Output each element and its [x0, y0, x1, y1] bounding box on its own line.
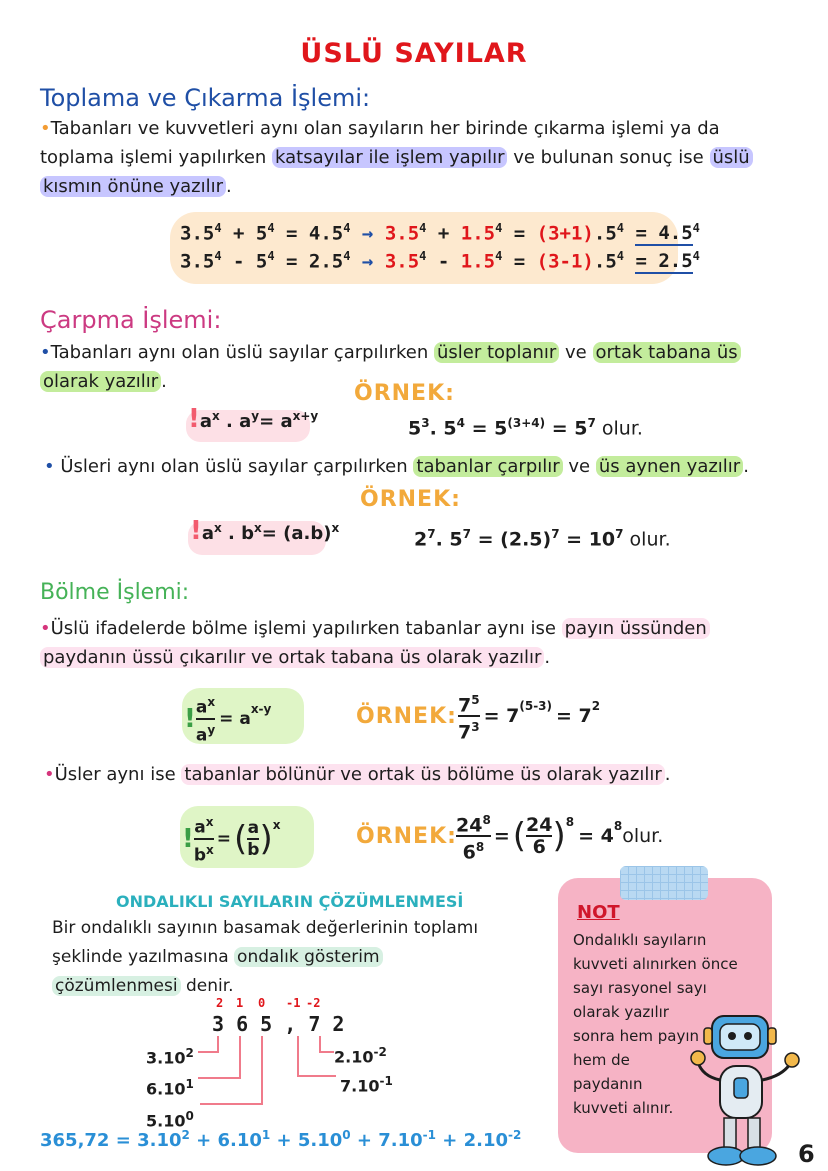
note-body: Ondalıklı sayıların kuvveti alınırken önce sayı rasyonel sayı olarak yazılır sonra hem payın hem de paydanın kuvveti alınır.	[573, 931, 738, 1117]
example-label: ÖRNEK:	[356, 704, 457, 729]
decimal-paragraph: Bir ondalıklı sayının basamak değerlerinin toplamı şeklinde yazılmasına ondalık gösterim çözümlenmesi denir.	[52, 918, 479, 996]
bullet-icon: •	[44, 456, 55, 477]
exclamation-icon: !	[182, 823, 194, 854]
bullet-icon: •	[40, 618, 51, 639]
arrow-right-icon: →	[361, 250, 374, 273]
right-terms: $2.10^{-2}$ $7.10^{-1}$	[334, 1045, 393, 1096]
exclamation-icon: !	[190, 516, 202, 546]
example-division-same-base: $\frac{7^5}{7^3}$ = 7 $^{(5-3)}$ = 7 $^2$	[458, 693, 601, 744]
left-terms: 3.10$^2$ 6.10$^1$ 5.10$^0$	[146, 1046, 194, 1130]
page-number: 6	[798, 1140, 815, 1168]
arrow-right-icon: →	[361, 222, 374, 245]
example-division-same-exp: $\frac{24^8}{6^8}$ = ( $\frac{24}{6}$ ) $^8$ = 4 $^8$ olur.	[456, 813, 664, 864]
addition-paragraph: •Tabanları ve kuvvetleri aynı olan sayıların her birinde çıkarma işlemi ya da toplama işlemi yapılırken katsayılar ile işlem yapılır ve bulunan sonuç ise üslü kısmın önüne yazılır .	[40, 114, 800, 201]
bullet-icon: •	[44, 764, 55, 785]
rule-division-same-base: ! $\frac{a^x}{a^y}$ = a $^{x-y}$	[184, 695, 272, 746]
rule-product-same-base: $!a^x$ . $a^y= a^{x+y}$	[188, 404, 319, 434]
note-title: NOT	[577, 902, 620, 923]
page-title: ÜSLÜ SAYILAR	[300, 38, 528, 69]
tape-decoration	[620, 866, 708, 900]
division-paragraph-1: •Üslü ifadelerde bölme işlemi yapılırken tabanlar aynı ise payın üssünden paydanın üssü çıkarılır ve ortak tabana üs olarak yazılır .	[40, 614, 800, 672]
rule-product-same-exp: $!a^x$ . $b^x= (a.b)^x$	[190, 516, 340, 546]
robot-icon	[690, 1010, 810, 1168]
example-product-same-base: $5^3$. $5^4 = 5^{(3+4)} = 5^7$ olur.	[408, 416, 643, 440]
section-heading-decimal: ONDALIKLI SAYILARIN ÇÖZÜMLENMESİ	[116, 892, 464, 911]
multiplication-paragraph-1: •Tabanları aynı olan üslü sayılar çarpılırken üsler toplanır ve ortak tabana üs olarak yazılır .	[40, 338, 810, 396]
rule-division-same-exp: ! $\frac{a^x}{b^x}$ = ( $\frac{a}{b}$ ) $^x$	[182, 815, 281, 866]
highlight-coefficient: katsayılar ile işlem yapılır	[272, 147, 507, 168]
bullet-icon: •	[40, 118, 51, 139]
multiplication-paragraph-2: • Üsleri aynı olan üslü sayılar çarpılırken tabanlar çarpılır ve üs aynen yazılır .	[44, 456, 749, 477]
subtraction-formula-row: $3.5^4 - 5^4 = 2.5^4 \to 3.5^4 - 1.5^4 = (3-1).5^4 = 2.5^4$	[180, 249, 700, 273]
addition-formula-row: $3.5^4 + 5^4 = 4.5^4 \to 3.5^4 + 1.5^4 = (3+1).5^4 = 4.5^4$	[180, 221, 700, 245]
decomposition-equation: $365,72 = 3.10^2 + 6.10^1 + 5.10^0 + 7.10^{-1} + 2.10^{-2}$	[40, 1128, 522, 1151]
exclamation-icon: !	[184, 703, 196, 734]
bullet-icon: •	[40, 342, 51, 363]
section-heading-division: Bölme İşlemi:	[40, 580, 190, 605]
section-heading-multiplication: Çarpma İşlemi:	[40, 306, 222, 334]
example-label: ÖRNEK:	[354, 381, 455, 406]
example-label: ÖRNEK:	[360, 487, 461, 512]
exclamation-icon: !	[188, 404, 200, 434]
section-heading-addition: Toplama ve Çıkarma İşlemi:	[40, 84, 371, 112]
decimal-number: 3 6 5 , 7 2	[212, 1012, 345, 1036]
division-paragraph-2: •Üsler aynı ise tabanlar bölünür ve ortak üs bölüme üs olarak yazılır .	[44, 764, 671, 785]
example-label: ÖRNEK:	[356, 824, 457, 849]
example-product-same-exp: $2^7$. $5^7 = (2.5)^7 = 10^7$ olur.	[414, 527, 671, 551]
